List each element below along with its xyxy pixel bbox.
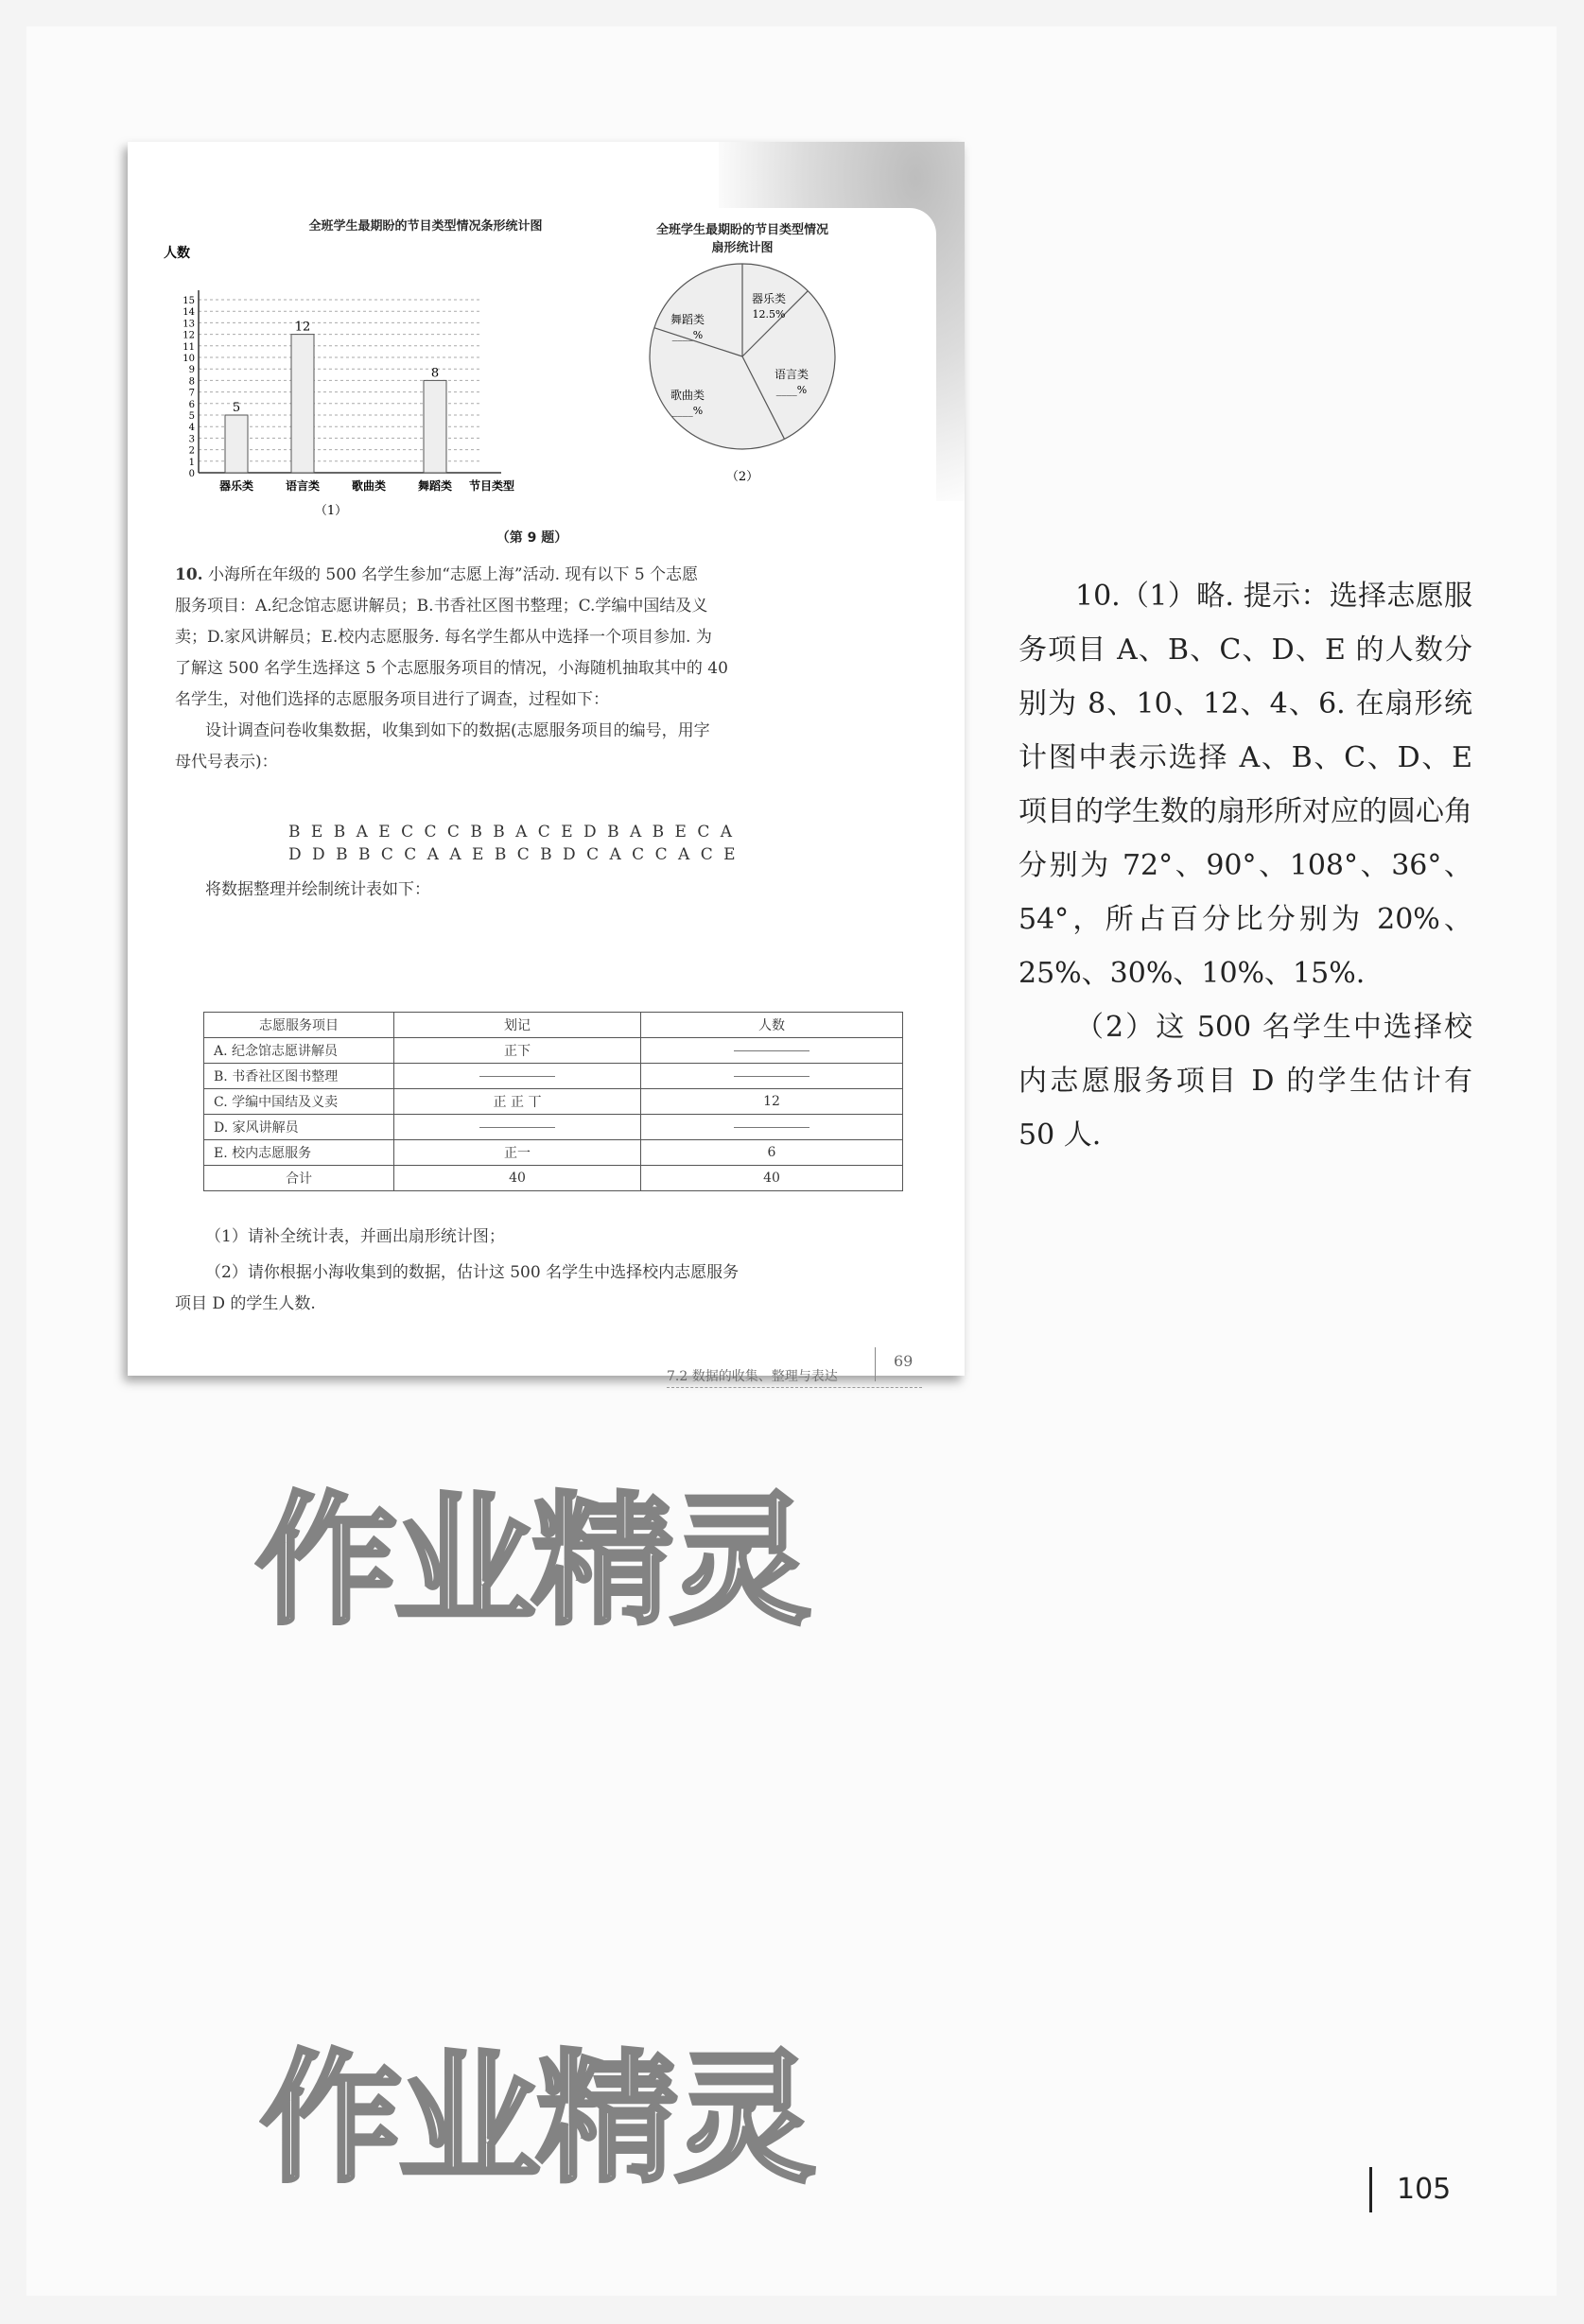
table-cell: 40 xyxy=(641,1166,903,1191)
table-cell: 正一 xyxy=(394,1140,641,1166)
question-number: 10. xyxy=(175,565,203,584)
y-tick-label: 4 xyxy=(188,423,195,434)
table-cell: C. 学编中国结及义卖 xyxy=(204,1089,394,1115)
pie-slice-label: 器乐类 xyxy=(751,292,787,305)
table-cell: E. 校内志愿服务 xyxy=(204,1140,394,1166)
page-number: 105 xyxy=(1369,2167,1451,2212)
question-line-5: 名学生，对他们选择的志愿服务项目进行了调查，过程如下： xyxy=(175,690,609,709)
answer-blank xyxy=(734,1049,809,1051)
table-cell-blank xyxy=(641,1064,903,1089)
table-cell-blank xyxy=(394,1064,641,1089)
table-row xyxy=(204,1038,903,1064)
pie-title-line1: 全班学生最期盼的节目类型情况 xyxy=(655,223,828,237)
section-footer: 7.2 数据的收集、整理与表达 xyxy=(667,1369,838,1384)
raw-data-row-2: D D B B C C A A E B C B D C A C C A C E xyxy=(288,845,739,864)
table-cell-blank xyxy=(641,1038,903,1064)
x-tick-label: 器乐类 xyxy=(218,479,254,493)
x-axis-label: 节目类型 xyxy=(468,479,515,493)
pie-slice-percent: ____% xyxy=(775,384,808,396)
table-cell-blank xyxy=(641,1115,903,1140)
collect-line-1: 设计调查问卷收集数据，收集到如下的数据(志愿服务项目的编号，用字 xyxy=(205,721,710,740)
table-total-row xyxy=(204,1166,903,1191)
pie-slice-label: 舞蹈类 xyxy=(670,313,705,326)
table-header: 志愿服务项目 xyxy=(204,1013,394,1038)
x-tick-label: 舞蹈类 xyxy=(417,479,453,493)
table-cell-blank xyxy=(394,1115,641,1140)
question-line-2: 服务项目：A.纪念馆志愿讲解员；B.书香社区图书整理；C.学编中国结及义 xyxy=(175,597,708,616)
bar xyxy=(225,415,248,473)
footer-divider xyxy=(667,1387,922,1388)
y-tick-label: 9 xyxy=(188,365,195,376)
pie-chart xyxy=(629,257,875,484)
y-tick-label: 14 xyxy=(183,307,195,319)
collect-line-2: 母代号表示)： xyxy=(175,753,278,772)
pie-slice-percent: 12.5% xyxy=(752,308,786,321)
volunteer-table xyxy=(203,1012,903,1191)
x-tick-label: 语言类 xyxy=(285,479,321,493)
answer-blank xyxy=(479,1126,555,1128)
y-tick-label: 15 xyxy=(183,296,195,306)
textbook-page xyxy=(128,208,936,1384)
figure-caption: （第 9 题） xyxy=(496,530,568,546)
textbook-scan xyxy=(128,142,965,1384)
table-row xyxy=(204,1064,903,1089)
question-line-1: 10. 小海所在年级的 500 名学生参加“志愿上海”活动. 现有以下 5 个志愿 xyxy=(175,565,699,584)
y-tick-label: 13 xyxy=(183,319,195,330)
y-axis-label: 人数 xyxy=(164,246,190,261)
table-cell: 40 xyxy=(394,1166,641,1191)
bar-chart xyxy=(156,236,610,520)
y-tick-label: 0 xyxy=(188,469,195,479)
sub-question-2: （2）请你根据小海收集到的数据，估计这 500 名学生中选择校内志愿服务 项目 D 的学生人数. xyxy=(175,1263,740,1313)
y-tick-label: 7 xyxy=(188,388,195,399)
answer-block xyxy=(1018,569,1472,1162)
table-row xyxy=(204,1089,903,1115)
bar xyxy=(291,335,314,473)
y-tick-label: 12 xyxy=(183,330,195,341)
watermark: 作业精灵 xyxy=(260,2038,813,2202)
bar-value-label: 5 xyxy=(232,401,241,415)
y-tick-label: 8 xyxy=(188,376,195,388)
x-tick-label: 歌曲类 xyxy=(351,479,387,493)
bar-value-label: 12 xyxy=(294,320,311,335)
y-tick-label: 6 xyxy=(188,399,195,410)
bar-chart-title: 全班学生最期盼的节目类型情况条形统计图 xyxy=(308,219,543,234)
y-tick-label: 10 xyxy=(183,354,195,364)
pie-slice-percent: ____% xyxy=(671,405,704,417)
table-cell: 正 正 丅 xyxy=(394,1089,641,1115)
pie-slice-percent: ____% xyxy=(671,329,704,341)
answer-part-2: （2）这 500 名学生中选择校内志愿服务项目 D 的学生估计有 50 人. xyxy=(1018,1011,1472,1152)
pie-title-line2: 扇形统计图 xyxy=(711,241,774,255)
watermark: 作业精灵 xyxy=(255,1480,809,1644)
organize-text: 将数据整理并绘制统计表如下： xyxy=(205,880,430,899)
table-row xyxy=(204,1115,903,1140)
table-cell: 12 xyxy=(641,1089,903,1115)
table-cell: 6 xyxy=(641,1140,903,1166)
y-tick-label: 2 xyxy=(188,445,195,457)
table-cell: D. 家风讲解员 xyxy=(204,1115,394,1140)
answer-blank xyxy=(734,1126,809,1128)
raw-data xyxy=(288,821,739,866)
chart-caption: （2） xyxy=(725,470,759,484)
table-cell: A. 纪念馆志愿讲解员 xyxy=(204,1038,394,1064)
table-cell: B. 书香社区图书整理 xyxy=(204,1064,394,1089)
y-tick-label: 5 xyxy=(188,411,195,422)
table-row xyxy=(204,1140,903,1166)
pie-slice-label: 语言类 xyxy=(774,368,809,381)
table-header-row xyxy=(204,1013,903,1038)
answer-blank xyxy=(734,1075,809,1077)
y-tick-label: 1 xyxy=(188,457,195,468)
y-tick-label: 11 xyxy=(183,341,195,353)
question-line-4: 了解这 500 名学生选择这 5 个志愿服务项目的情况，小海随机抽取其中的 40 xyxy=(175,659,728,678)
table-header: 人数 xyxy=(641,1013,903,1038)
pie-chart-title xyxy=(619,219,865,255)
y-tick-label: 3 xyxy=(188,434,195,445)
chart-caption: （1） xyxy=(314,504,348,518)
footer-separator xyxy=(875,1347,876,1381)
answer-blank xyxy=(479,1075,555,1077)
sub-question-1: （1）请补全统计表，并画出扇形统计图； xyxy=(205,1227,505,1246)
answer-part-1: 10.（1）略. 提示：选择志愿服务项目 A、B、C、D、E 的人数分别为 8、10、12、4、6. 在扇形统计图中表示选择 A、B、C、D、E 项目的学生数的扇形所对应的圆心角分别为 72°、90°、108°、36°、54°，所占百分比分别为 20%、25%、30%、10%、15%. xyxy=(1018,580,1472,990)
question-10 xyxy=(175,560,913,778)
table-header: 划记 xyxy=(394,1013,641,1038)
table-cell: 正下 xyxy=(394,1038,641,1064)
textbook-page-number: 69 xyxy=(894,1352,914,1370)
bar xyxy=(424,380,446,473)
pie-slice-label: 歌曲类 xyxy=(670,389,705,402)
bar-value-label: 8 xyxy=(430,366,440,381)
question-line-3: 卖；D.家风讲解员；E.校内志愿服务. 每名学生都从中选择一个项目参加. 为 xyxy=(175,628,712,647)
raw-data-row-1: B E B A E C C C B B A C E D B A B E C A xyxy=(288,823,736,841)
table-cell: 合计 xyxy=(204,1166,394,1191)
